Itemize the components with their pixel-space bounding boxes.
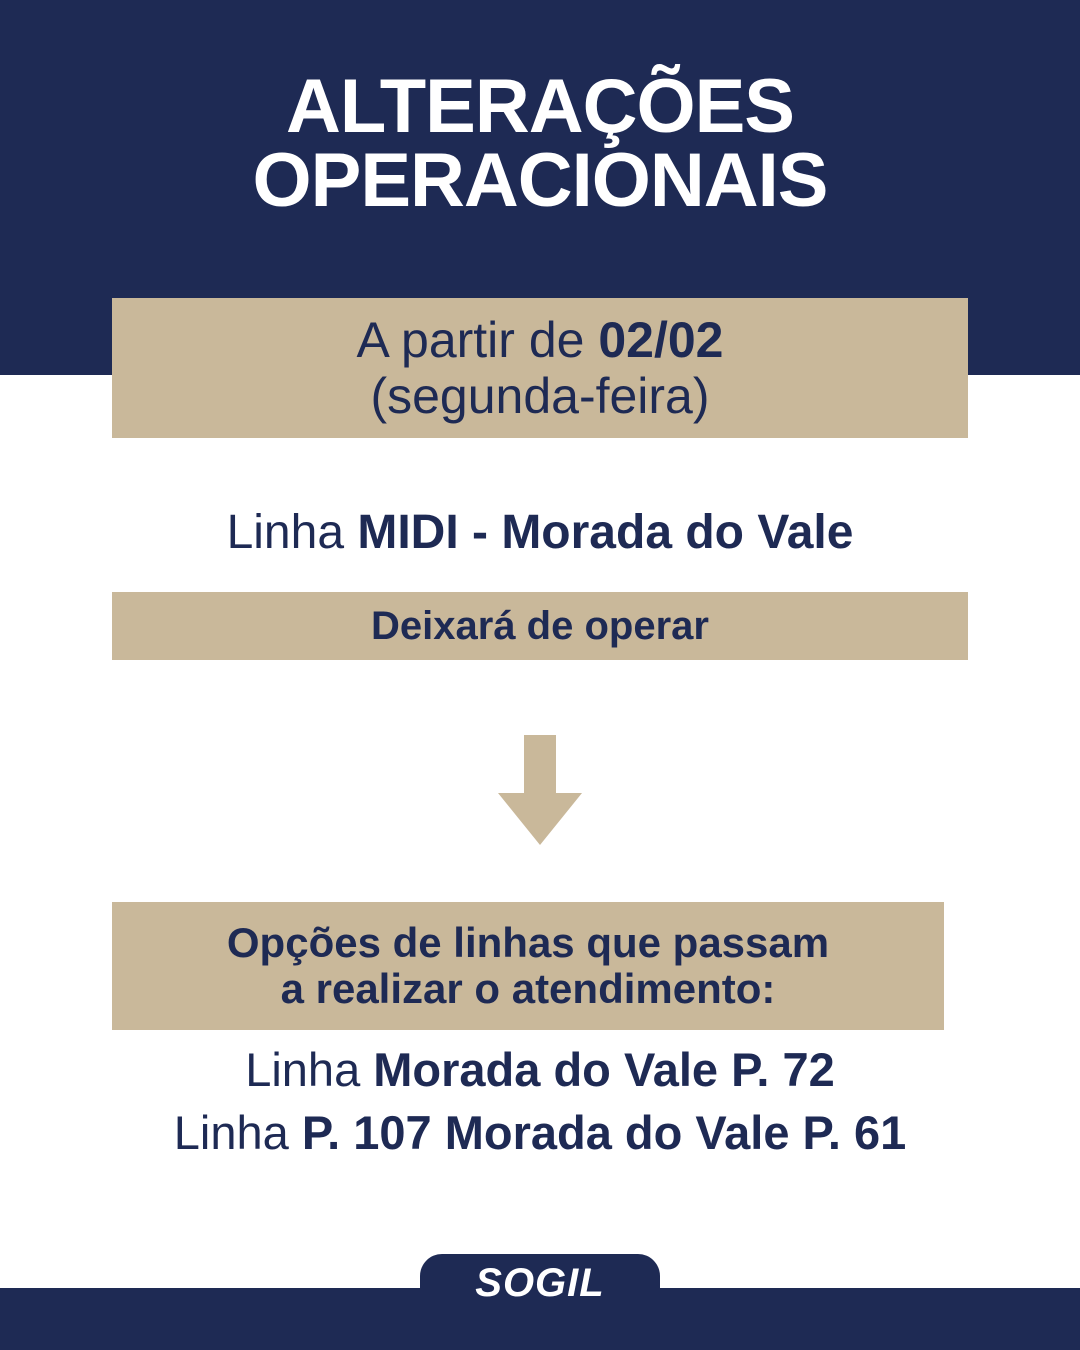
date-banner-text	[357, 312, 724, 424]
option-line-item	[0, 1042, 1080, 1097]
sogil-logo: SOGIL	[475, 1261, 605, 1305]
date-weekday: (segunda-feira)	[370, 368, 710, 424]
down-arrow-icon	[498, 735, 582, 845]
options-heading-banner	[112, 902, 944, 1030]
removed-line-row	[0, 505, 1080, 560]
option-2-name: P. 107 Morada do Vale P. 61	[301, 1106, 907, 1159]
option-1-prefix: Linha	[245, 1043, 374, 1096]
options-heading-text	[227, 920, 829, 1012]
stop-operating-text: Deixará de operar	[371, 603, 709, 648]
page-title	[0, 64, 1080, 224]
removed-line-name: MIDI - Morada do Vale	[357, 506, 854, 559]
option-line-item	[0, 1105, 1080, 1160]
option-1-name: Morada do Vale P. 72	[373, 1043, 835, 1096]
page-title-line2: OPERACIONAIS	[252, 138, 828, 224]
page-title-line1: ALTERAÇÕES	[286, 64, 794, 149]
date-banner	[112, 298, 968, 438]
removed-line-prefix: Linha	[226, 506, 358, 559]
option-2-prefix: Linha	[173, 1106, 302, 1159]
options-heading-line2: a realizar o atendimento:	[280, 965, 776, 1012]
stop-operating-banner	[112, 592, 968, 660]
date-prefix: A partir de	[356, 312, 599, 368]
date-value: 02/02	[598, 312, 724, 368]
options-heading-line1: Opções de linhas que passam	[226, 918, 830, 966]
